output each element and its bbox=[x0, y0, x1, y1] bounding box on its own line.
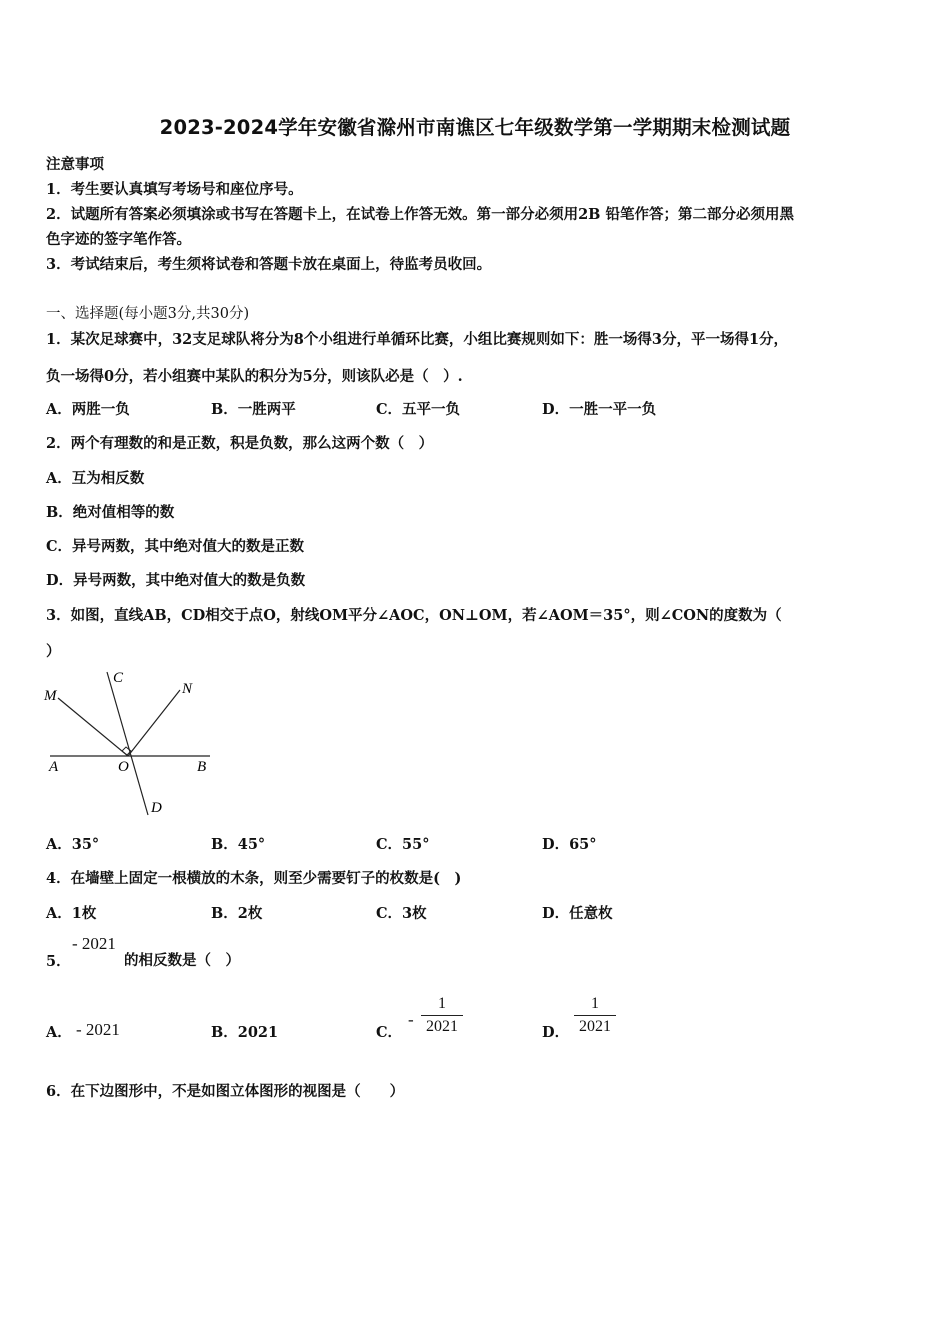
label-n: N bbox=[182, 681, 193, 697]
label-c: C bbox=[113, 670, 124, 686]
section-heading: 一、选择题(每小题3分,共30分) bbox=[46, 306, 250, 322]
q5-option-c-sign: - bbox=[408, 1010, 414, 1029]
q2-option-a: A．互为相反数 bbox=[46, 470, 145, 487]
q4-option-b: B．2枚 bbox=[211, 905, 263, 922]
label-d: D bbox=[151, 800, 162, 816]
q5-option-d-label: D． bbox=[542, 1024, 570, 1041]
q6-stem: 6．在下边图形中，不是如图立体图形的视图是（ ） bbox=[46, 1083, 405, 1100]
q2-stem: 2．两个有理数的和是正数，积是负数，那么这两个数（ ） bbox=[46, 435, 434, 452]
q4-stem: 4．在墙壁上固定一根横放的木条，则至少需要钉子的枚数是( ) bbox=[46, 870, 462, 887]
q3-stem-line2: ） bbox=[46, 643, 61, 660]
q2-option-d: D．异号两数，其中绝对值大的数是负数 bbox=[46, 572, 306, 589]
q1-stem-line2: 负一场得0分，若小组赛中某队的积分为5分，则该队必是（ ）. bbox=[46, 368, 463, 385]
fraction-denominator: 2021 bbox=[426, 1018, 458, 1035]
q5-stem-tail: 的相反数是（ ） bbox=[124, 952, 240, 969]
q2-option-c: C．异号两数，其中绝对值大的数是正数 bbox=[46, 538, 305, 555]
label-b: B bbox=[197, 759, 207, 775]
q5-option-a-value: - 2021 bbox=[76, 1020, 120, 1039]
notice-item: 1．考生要认真填写考场号和座位序号。 bbox=[46, 181, 303, 198]
q3-option-c: C．55° bbox=[376, 836, 430, 853]
q3-angle-figure bbox=[40, 665, 220, 825]
q3-option-b: B．45° bbox=[211, 836, 266, 853]
label-o: O bbox=[118, 759, 129, 775]
notice-item: 2．试题所有答案必须填涂或书写在答题卡上，在试卷上作答无效。第一部分必须用2B 铅笔作答；第二部分必须用黑 bbox=[46, 206, 794, 223]
notice-heading: 注意事项 bbox=[46, 156, 104, 173]
q3-option-d: D．65° bbox=[542, 836, 597, 853]
q5-option-c-fraction bbox=[421, 995, 463, 1036]
q3-option-a: A．35° bbox=[46, 836, 100, 853]
q5-option-d-fraction bbox=[574, 995, 616, 1036]
q5-expression: - 2021 bbox=[72, 934, 116, 953]
q3-stem-line1: 3．如图，直线AB，CD相交于点O，射线OM平分∠AOC，ON⊥OM，若∠AOM＝35°，则∠CON的度数为（ bbox=[46, 607, 782, 624]
q1-option-b: B．一胜两平 bbox=[211, 401, 296, 418]
q5-option-a-label: A． bbox=[46, 1024, 72, 1041]
notice-item: 色字迹的签字笔作答。 bbox=[46, 231, 191, 248]
q1-option-c: C．五平一负 bbox=[376, 401, 461, 418]
label-m: M bbox=[44, 688, 57, 704]
q1-stem-line1: 1．某次足球赛中，32支足球队将分为8个小组进行单循环比赛，小组比赛规则如下：胜一场得3分，平一场得1分， bbox=[46, 331, 789, 348]
q5-number: 5． bbox=[46, 953, 71, 970]
q2-option-b: B．绝对值相等的数 bbox=[46, 504, 175, 521]
q4-option-a: A．1枚 bbox=[46, 905, 97, 922]
q4-option-c: C．3枚 bbox=[376, 905, 427, 922]
label-a: A bbox=[49, 759, 59, 775]
fraction-numerator: 1 bbox=[591, 995, 599, 1012]
notice-item: 3．考试结束后，考生须将试卷和答题卡放在桌面上，待监考员收回。 bbox=[46, 256, 492, 273]
page-title: 2023-2024学年安徽省滁州市南谯区七年级数学第一学期期末检测试题 bbox=[159, 116, 791, 139]
fraction-denominator: 2021 bbox=[579, 1018, 611, 1035]
fraction-bar bbox=[574, 1015, 616, 1016]
q5-option-b: B．2021 bbox=[211, 1024, 279, 1041]
fraction-numerator: 1 bbox=[438, 995, 446, 1012]
q5-option-c-label: C． bbox=[376, 1024, 403, 1041]
fraction-bar bbox=[421, 1015, 463, 1016]
q1-option-d: D．一胜一平一负 bbox=[542, 401, 657, 418]
q4-option-d: D．任意枚 bbox=[542, 905, 613, 922]
q1-option-a: A．两胜一负 bbox=[46, 401, 130, 418]
ray-on bbox=[128, 690, 180, 756]
